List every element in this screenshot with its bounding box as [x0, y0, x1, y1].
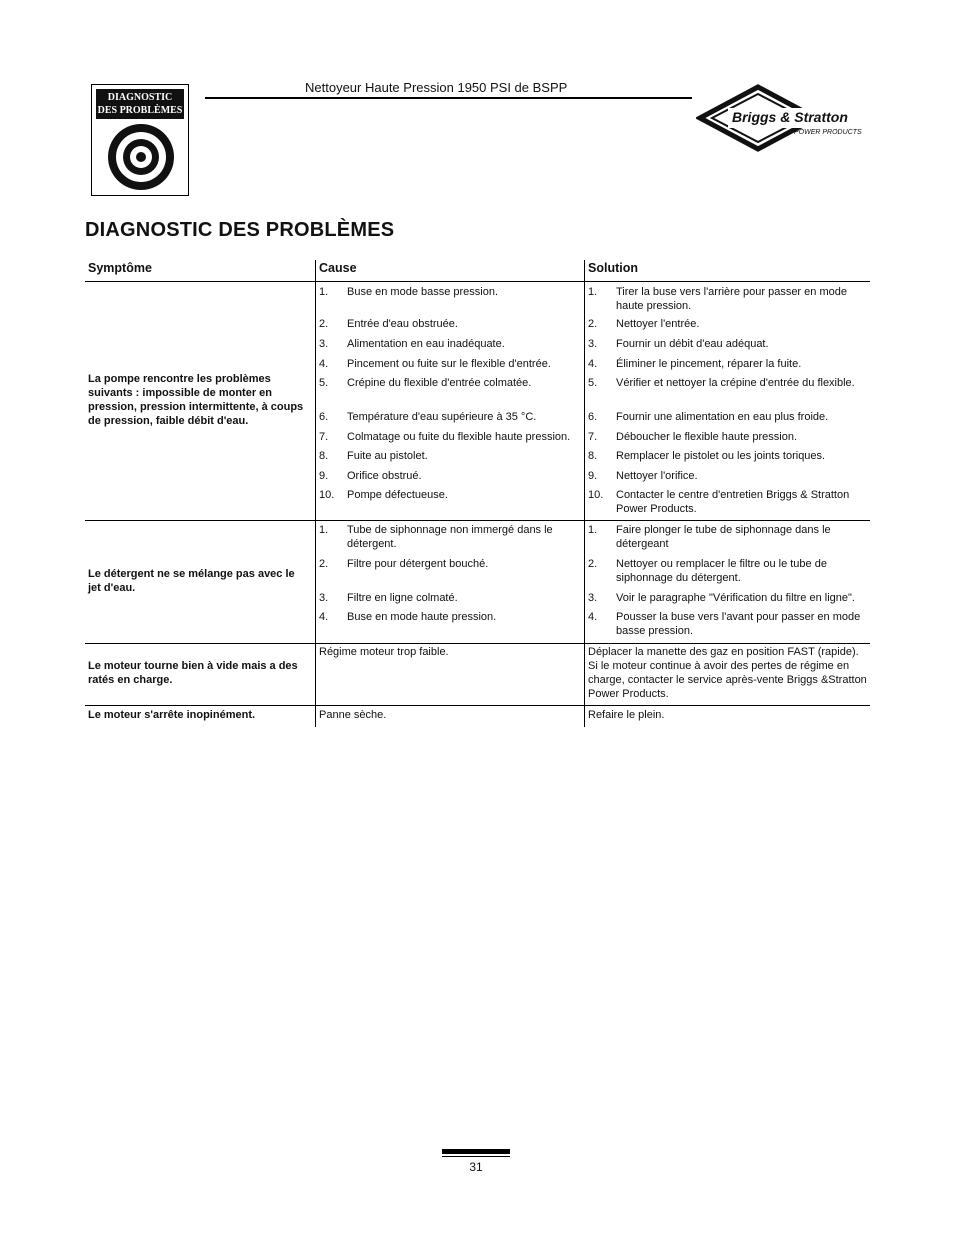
column-divider-cause	[315, 260, 316, 727]
footer-bar	[442, 1149, 510, 1154]
column-divider-solution	[584, 260, 585, 727]
symptom-engine-misfire: Le moteur tourne bien à vide mais a des ratés en charge.	[88, 660, 298, 686]
cause-text: Panne sèche.	[319, 709, 387, 721]
row-rule	[85, 520, 870, 521]
target-icon	[104, 123, 178, 191]
briggs-stratton-logo	[696, 82, 870, 154]
column-header-symptom: Symptôme	[88, 261, 152, 275]
header-row-rule	[85, 281, 870, 282]
logo-line1: DIAGNOSTIC	[107, 92, 173, 103]
symptom-detergent: Le détergent ne se mélange pas avec le jet d'eau.	[88, 568, 295, 594]
solution-text: Refaire le plein.	[588, 709, 665, 721]
solution-text: Déplacer la manette des gaz en position FAST (rapide). Si le moteur continue à avoir des pertes de régime en charge, contacter le service après-vente Briggs &Stratton Power Products.	[588, 646, 867, 700]
symptom-pump: La pompe rencontre les problèmes suivants : impossible de monter en pression, pression intermittente, à coups de pression, faible débit d'eau.	[88, 373, 304, 427]
page-title: DIAGNOSTIC DES PROBLÈMES	[85, 219, 395, 241]
diagnostic-logo-label	[96, 89, 184, 119]
logo-line2: DES PROBLÈMES	[97, 105, 183, 116]
header-title: Nettoyeur Haute Pression 1950 PSI de BSPP	[305, 80, 568, 95]
symptom-engine-stops: Le moteur s'arrête inopinément.	[88, 709, 256, 721]
brand-name: Briggs & Stratton	[732, 109, 848, 125]
column-header-cause: Cause	[319, 261, 357, 275]
row-rule	[85, 643, 870, 644]
diagnostic-logo	[91, 84, 189, 196]
column-header-solution: Solution	[588, 261, 638, 275]
brand-tagline: POWER PRODUCTS	[794, 129, 862, 136]
footer-rule	[442, 1156, 510, 1157]
header-rule	[205, 97, 692, 99]
cause-text: Régime moteur trop faible.	[319, 646, 449, 658]
page-number: 31	[469, 1160, 483, 1174]
row-rule	[85, 705, 870, 706]
